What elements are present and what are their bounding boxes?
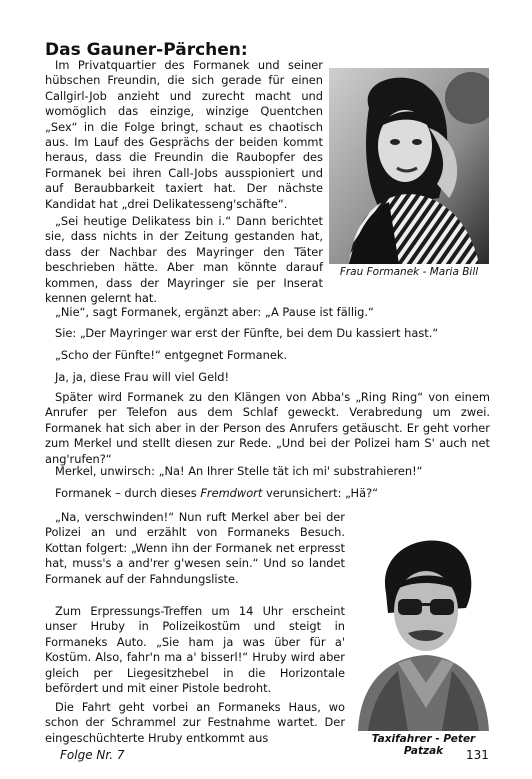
paragraph-9: „Na, verschwinden!“ Nun ruft Merkel aber bei der Polizei an und erzählt von Formaneks Besuch. Kottan folgert: „Wenn ihn der Formanek net erpresst hat, muss's a and'rer g'wesen sein.“ Und so landet Formanek auf der Fahndungsliste.: [45, 510, 345, 586]
page-title: Das Gauner-Pärchen:: [45, 40, 248, 60]
footer-episode: Folge Nr. 7: [60, 748, 125, 762]
fremdwort-before: Formanek – durch dieses: [55, 486, 201, 500]
page-number: 131: [466, 748, 489, 762]
paragraph-7: Später wird Formanek zu den Klängen von Abba's „Ring Ring“ von einem Anrufer per Telefon aus dem Schlaf geweckt. Verabredung um zwei. Formanek hat sich aber in der Person des Anrufers getäuscht. Er geht vorher zum Merkel und stellt diesen zur Rede. „Und bei der Polizei ham S' auch net ang'rufen?“: [45, 390, 490, 466]
photo-taxifahrer-image: [358, 533, 489, 731]
paragraph-6: Ja, ja, diese Frau will viel Geld!: [55, 370, 230, 384]
paragraph-4: Sie: „Der Mayringer war erst der Fünfte, bei dem Du kassiert hast.“: [55, 326, 439, 340]
paragraph-8: Merkel, unwirsch: „Na! An Ihrer Stelle tät ich mi' substrahieren!“: [55, 464, 423, 478]
paragraph-3: „Nie“, sagt Formanek, ergänzt aber: „A Pause ist fällig.“: [55, 305, 374, 319]
paragraph-1: Im Privatquartier des Formanek und seiner hübschen Freundin, die sich gerade für einen Callgirl-Job anzieht und zurecht macht und womöglich das einzige, winzige Quentchen „Sex“ in die Folge bringt, schaut es chaotisch aus. Im Lauf des Gesprächs der beiden kommt heraus, dass die Freundin die Raubopfer des Formanek bei ihren Call-Jobs ausspioniert und auf Beraubbarkeit taxiert hat. Der nächste Kandidat hat „drei Delikatesseng'schäfte“.: [45, 58, 323, 211]
caption-photo-2: Taxifahrer - Peter Patzak: [371, 733, 476, 757]
paragraph-fremdwort: [45, 486, 490, 501]
paragraph-2: „Sei heutige Delikatess bin i.“ Dann berichtet sie, dass nichts in der Zeitung gestanden hat, dass der Nachbar des Mayringer den Täter beschrieben hätte. Aber man könnte darauf kommen, dass der Mayringer sie per Inserat kennen gelernt hat.: [45, 214, 323, 306]
photo-taxifahrer: [358, 533, 489, 731]
photo-frau-formanek-image: [329, 68, 489, 264]
fremdwort-italic: Fremdwort: [200, 486, 263, 500]
caption-photo-1: Frau Formanek - Maria Bill: [339, 266, 479, 278]
paragraph-11: Die Fahrt geht vorbei an Formaneks Haus, wo schon der Schrammel zur Festnahme wartet. Der eingeschüchterte Hruby entkommt aus: [45, 700, 345, 745]
paragraph-5: „Scho der Fünfte!“ entgegnet Formanek.: [55, 348, 288, 362]
fremdwort-after: verunsichert: „Hä?“: [262, 486, 379, 500]
photo-frau-formanek: [329, 68, 489, 264]
paragraph-10: Zum Erpressungs-Treffen um 14 Uhr erscheint unser Hruby in Polizeikostüm und steigt in Formaneks Auto. „Sie ham ja was über für a' Kostüm. Also, fahr'n ma a' bisserl!“ Hruby wird aber gleich per Liegesitzhebel in die Horizontale befördert und mit einer Pistole bedroht.: [45, 604, 345, 696]
